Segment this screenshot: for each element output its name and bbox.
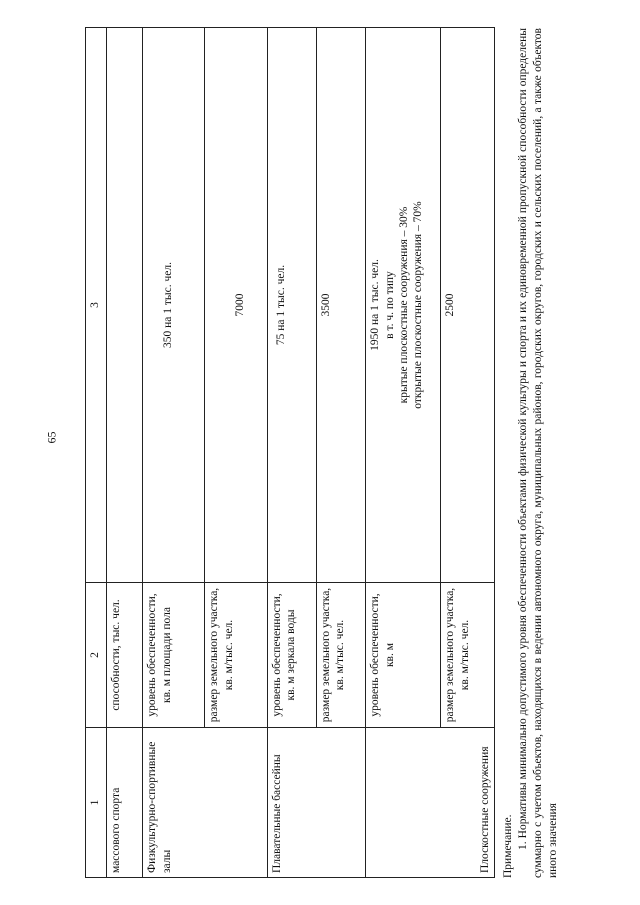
flat-land-value (441, 28, 495, 583)
flat-level-value-1: 1950 на 1 тыс. чел. (369, 259, 382, 351)
pools-land-value (316, 28, 365, 583)
standards-table (85, 27, 495, 878)
table-header-row (86, 28, 107, 878)
pools-name: Плавательные бассейны (267, 728, 366, 878)
page-number: 65 (44, 431, 59, 444)
rotated-page-content (85, 28, 565, 878)
header-col-3: 3 (86, 28, 107, 583)
row-continued-value (106, 28, 142, 583)
gyms-land-label: размер земельного участка, кв. м/тыс. чел. (205, 583, 267, 728)
header-col-2: 2 (86, 583, 107, 728)
flat-level-label: уровень обеспеченности, кв. м (366, 583, 441, 728)
flat-level-value-4: открытые плоскостные сооружения – 70% (412, 201, 425, 409)
pools-land-label: размер земельного участка, кв. м/тыс. чел. (316, 583, 365, 728)
row-continued-name: массового спорта (106, 728, 142, 878)
pools-level-label: уровень обеспеченности, кв. м зеркала воды (267, 583, 316, 728)
note-title: Примечание. (502, 814, 514, 878)
pools-level-value-text: 75 на 1 тыс. чел. (274, 264, 287, 346)
flat-level-value-2: в т. ч. по типу (383, 271, 396, 339)
flat-level-value-3: крытые плоскостные сооружения – 30% (398, 206, 410, 404)
header-col-1: 1 (86, 728, 107, 878)
flat-level-value (366, 28, 441, 583)
gyms-level-value-text: 350 на 1 тыс. чел. (162, 262, 175, 348)
note-section (501, 28, 561, 878)
pools-land-value-text: 3500 (319, 293, 332, 317)
table-row (267, 28, 316, 878)
table-row (106, 28, 142, 878)
gyms-level-label: уровень обеспеченности, кв. м площади пола (143, 583, 205, 728)
gyms-land-value-text: 7000 (234, 293, 247, 317)
table-row (143, 28, 205, 878)
gyms-level-value (143, 28, 205, 583)
flat-land-label: размер земельного участка, кв. м/тыс. чел. (441, 583, 495, 728)
flat-name: Плоскостные сооружения (366, 728, 495, 878)
pools-level-value (267, 28, 316, 583)
row-continued-indicator: способности, тыс. чел. (106, 583, 142, 728)
gyms-name: Физкультурно-спортивные залы (143, 728, 267, 878)
gyms-land-value (205, 28, 267, 583)
note-text: 1. Нормативы минимально допустимого уровня обеспеченности объектами физической культуры и спорта и их единовременной пропускной способности определены суммарно с учетом объектов, находящихся в ведении автономного округа, муниципальных районов, городских округов, городских и сельских поселений, а также объектов иного значения (516, 28, 559, 878)
flat-land-value-text: 2500 (444, 293, 457, 317)
table-row (366, 28, 441, 878)
